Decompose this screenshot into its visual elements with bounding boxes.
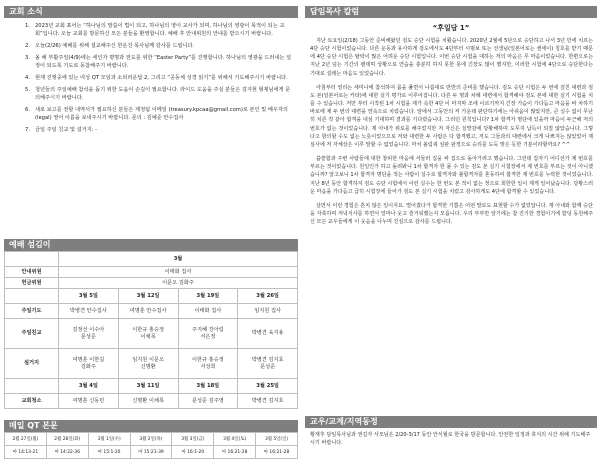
notice-item: 1. 2023년 교회 표어는 “하나님의 말씀이 법이 되고, 하나님의 영이 교사가 되며, 하나님의 영광이 목적이 되는 교회”입니다. 오늘 교회를 방문하신 모든 분들을 환영합니다. 예배 후 안내위원의 안내를 받으시기 바랍니다. [25, 23, 285, 38]
news-section [305, 416, 597, 447]
notice-item: 6. 새로 보고를 전할 내역서가 필요하신 분들은 재정팀 이메일 (treasury.kpcaa@gmail.com)로 본인 및 배우자의 (legal) 영어 이름을 보내주시기 바랍니다. 문의 : 김예준 안수집사 [25, 106, 288, 121]
notice-item: 2. 오늘(2/26) 예배를 위해 설교해주신 한운진 목사님께 감사를 드립니다. [25, 43, 195, 49]
notice-item: 4. 현재 진행중에 있는 여성 QT 모임과 소외리운답 2, 그리고 “공동체 성경 읽기”를 위해서 기도해주시기 바랍니다. [25, 74, 288, 81]
column-paragraph: 아침부터 열리는 세미나에 참석하여 몸을 풀면서 나름대로 만반의 준비를 했습니다. 검도 승단 시험은 두 번에 걸친 대련과 검도 본(일본어로는 카타)에 대한 실기 평가로 이루어집니다. 다른 두 명과 차례 대련에서 합격해야 검도 본에 대한 실기 시험을 치를 수 있습니다. 저만 부터 시작된 1차 시험을 제가 속한 4단 이 마지막 조에 이르기까지 긴장 가슴이 가다듬고 마음을 바 차하기 바로에 제 두 번의 대련을 연속으로 치렀습니다. 앞에서 그동안의 저 가운데 판단하기에는 아쉬움이 많았지만, 큰 실수 없이 무난히 치른 것 같아 합격을 내심 기대하며 결과를 기다렸습니다. 그러던 원칙입니다? 1차 합격자 명단에 있을까 마음이 두근해 저의 번호가 없는 것이었습니다. 제 아내가 위로를 해주었지만 저 자신은 실망감에 당황해하며 도무지 납득이 되질 않았습니다. 그렇다고 항의할 수도 없는 노릇이었으므로 저와 대련한 두 사람은 다 합격했고, 저도 그들과의 대련에서 크게 나쁘지는 않았었어 제 심사에 저 자체상은 이루 말할 수 없었습니다. 마치 올림픽 심판 판정으로 승리를 도둑 맞은 듯한 기분이라할까요? ^^ [310, 84, 593, 148]
left-column [4, 6, 298, 461]
table-row: 주일기도 박병견 안수집사 여명훈 안수집사 이태화 집사 임지원 집사 [5, 304, 298, 319]
daily-qt-table [4, 432, 298, 459]
table-row: 3월 4일 3월 11일 3월 18일 3월 25일 [5, 379, 298, 394]
month-header: 3월 [59, 252, 298, 267]
table-row: 설거지 여명훈 이한길 김화주 임지원 이문오 신명환 이한규 홍승정 서성희 박병견 김지효 문성준 [5, 349, 298, 379]
table-row: 2월 27일(월) 2월 28일(화) 3월 1일(수) 3월 2일(목) 3월 3일(금) 3월 4일(토) 3월 5일(일) [5, 433, 298, 446]
table-row [5, 252, 298, 267]
daily-qt-section [4, 420, 298, 459]
daily-qt-heading: 매일 QT 본문 [4, 420, 298, 432]
worship-servants-section [4, 239, 298, 409]
table-row: 교회청소 여명훈 신동민 신명환 이채목 문성준 김주영 박병견 김지호 [5, 394, 298, 409]
news-text: 황재후 담임목사님과 권길자 사모님은 2/20-3/17 동안 안식월로 한국을 방문합니다. 안전한 일정과 휴식의 시간 위해 기도해주시기 바랍니다. [310, 432, 591, 446]
pastor-column-heading: 담임목사 칼럼 [305, 6, 597, 18]
news-heading: 교우/교계/지역동정 [305, 416, 597, 428]
church-news-list [4, 22, 298, 134]
column-paragraph: 씁쓸함과 주변 사람들에 대한 창피한 마음에 서둘러 집을 싸 집으로 돌아가려고 했습니다. 그런데 갑자기 어디선가 제 번호를 부르는 것이었습니다. 원일인가 하고 돌려봐니 1차 합격자 한 몰 수 있는 검도 본 실기 시험장에서 제 번호를 부르는 것이 아니겠습니까? 알고보니 1차 합격자 명단을 적는 사람이 실수로 합격자와 불합격자를 혼동하여 합격한 제 번호를 누락한 것이었습니다. 지난 8년 동안 합격하지 검도 승단 시험에서 이런 실수는 한 번도 본 적이 없는 정으로 희한한 일이 제게 일어났습니다. 당황스러운 마음을 가다듬고 급히 시험장에 들어가 검도 본 실기 시험을 치렀고 감사하게도 4단에 합격할 수 있었습니다. [310, 156, 593, 195]
notice-item: 3. 올 해 부활주일(4/9)에는 세인자 평명과 전도를 위한 “Easter Party”를 진행합니다. 하나님의 영광을 드러내는 일정이 되도록 기도로 동참해주기 바랍니다. [25, 54, 292, 69]
table-row: 주일친교 김정선 이수아 문성준 이한규 홍승정 이채목 주지혜 강아림 서은정 박병견 육지용 [5, 319, 298, 349]
right-column [305, 6, 597, 461]
table-row: 안내위원 이태화 집사 [5, 267, 298, 278]
worship-servants-heading: 예배 섬김이 [4, 239, 298, 251]
notice-item: 7. 금일 주일 친교 및 설거지: - [25, 126, 97, 133]
notice-item: 5. 청년들의 주일예배 참석을 돕기 위한 도움이 손길이 필요합니다. 라이드 도움을 주실 분들은 김지현 형제님에게 문의해주시기 바랍니다. [25, 86, 291, 101]
table-row: 마 14:13-21 마 14:22-36 마 15:1-20 마 15:21-39 마 16:1-20 마 16:21-28 마 16:21-28 [5, 446, 298, 459]
table-row: 3월 5일 3월 12일 3월 19일 3월 26일 [5, 289, 298, 304]
table-row: 헌금위원 이문오 김화주 [5, 278, 298, 289]
worship-servants-table [4, 251, 298, 409]
column-paragraph: 지난 토요일(2/18) 그동안 준비해왔던 검도 승단 시험을 치뤘습니다. 2020년 2월에 5단으로 승단하고 나서 3년 만에 치르는 4단 승단 시험이었습니다. 다른 운동과 유사하게 검도에서도 4단부터 시범보 또는 선생님(일본어로는 센세이) 칭호를 받기 때문에 4단 승단 시험은 탈락이 많은 어려운 승단 시험입니다. 이번 승단 시험을 대하는 저의 마음은 무 마음이었습니다. 한편으로는 지난 2년 넘는 기간의 팬데믹 상황으로 연습을 충분히 하지 못한 못에 긴장도 많이 했지만, 이러한 시험에 4단으로 승단한다는 기대로 설레는 마음도 있었습니다. [310, 38, 593, 77]
column-paragraph: 살면서 이런 경험은 흔치 않은 일이지요. 떨어졌다가 합격한 기쁨은 어떤 말로도 표현할 수가 없었답니다. 제 아내와 함께 승단을 자축하며 저녁식사를 하면서 얼마나 웃고 즐거워했는지 모릅니다. 우리 부부만 알기에는 참 진기한 경험이기에 함덩 동원해주신 모든 교우들에게 이 웃음을 나누며 진심으로 감사를 드립니다. [310, 202, 593, 226]
church-news-heading: 교회 소식 [4, 6, 298, 18]
column-title: “후일담 1” [432, 24, 470, 32]
